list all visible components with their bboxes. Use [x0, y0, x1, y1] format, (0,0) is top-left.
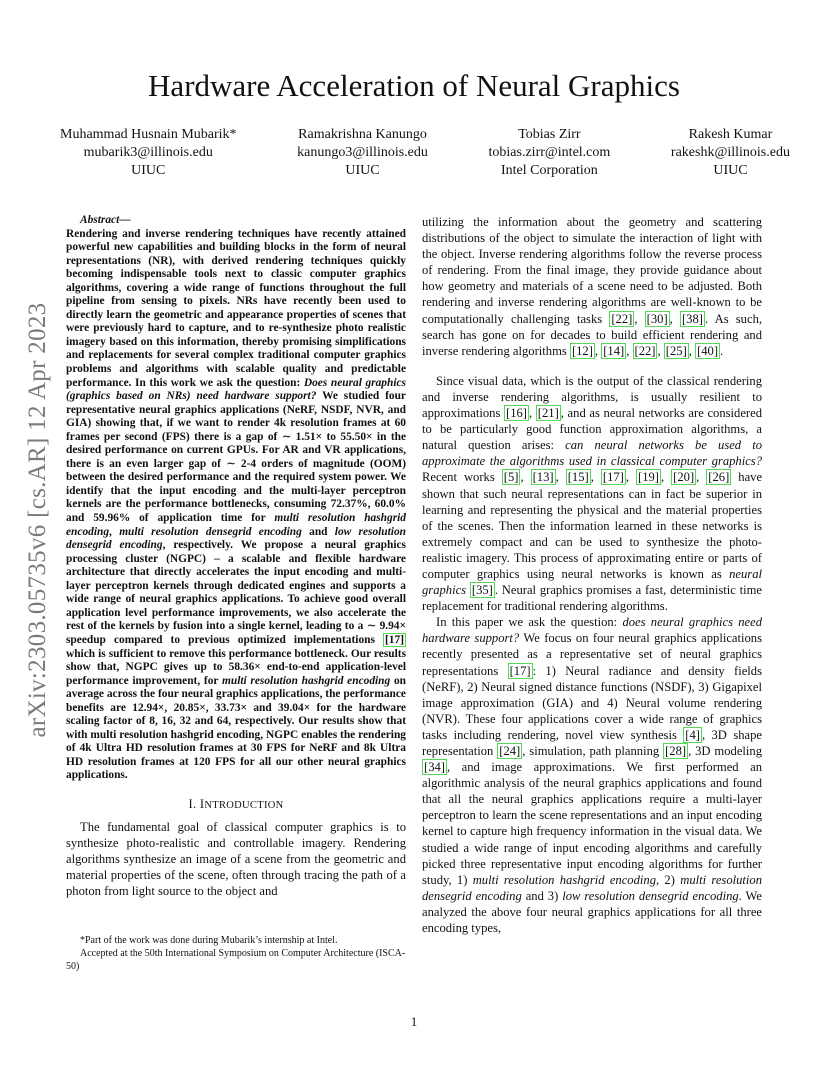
- citation-link[interactable]: [17]: [385, 633, 404, 646]
- research-question: Does neural graphics (graphics based on NRs) need hardware support?: [66, 376, 406, 403]
- author-email: tobias.zirr@intel.com: [488, 145, 611, 160]
- citation-link[interactable]: [25]: [665, 343, 687, 358]
- author-block: [60, 126, 790, 180]
- citation-link[interactable]: [38]: [681, 311, 703, 326]
- citation-link[interactable]: [19]: [638, 470, 659, 485]
- paragraph-rendering: utilizing the information about the geometry and scattering distributions of the object to simulate the interaction of light with the object. Inverse rendering algorithms follow the reverse process of rendering. From the final image, they provide guidance about how geometry and materials of a scene need to be adjusted. Both rendering and inverse rendering algorithms are well-known to be computationally challenging tasks [22] , [30] , [38] . As such, search has gone on for decades to build efficient rendering and inverse rendering algorithms [12] , [14] , [22] , [25] , [40] .: [422, 215, 763, 358]
- citation-link[interactable]: [35]: [471, 583, 493, 598]
- author-affiliation: Intel Corporation: [501, 163, 598, 178]
- abstract-label: Abstract—: [80, 214, 131, 226]
- citation-link[interactable]: [5]: [503, 470, 519, 485]
- citation-link[interactable]: [14]: [603, 343, 625, 358]
- citation-link[interactable]: [34]: [424, 760, 445, 775]
- paper-title: Hardware Acceleration of Neural Graphics: [148, 68, 680, 103]
- citation-link[interactable]: [21]: [537, 406, 559, 421]
- author-1: [60, 126, 237, 180]
- citation-link[interactable]: [40]: [697, 343, 719, 358]
- citation-link[interactable]: [13]: [532, 470, 554, 485]
- footnotes: [66, 934, 406, 973]
- citation-link[interactable]: [22]: [611, 311, 633, 326]
- intro-paragraph: The fundamental goal of classical computer graphics is to synthesize photo-realistic and controllable imagery. Rendering algorithms synthesize an image of a scene from the geometric and material properties of the scene, often through tracing the path of a photon from light source to the object and: [66, 820, 406, 899]
- left-column: [66, 214, 406, 900]
- abstract: Abstract— Rendering and inverse rendering techniques have recently attained powerful new capabilities and building blocks in the form of neural representations (NR), with derived rendering techniques quickly becoming indispensable tools next to classic computer graphics algorithms, covering a wide range of functions throughout the full pipeline from sensing to pixels. NRs have recently been used to directly learn the geometric and appearance properties of scenes that were previously hard to capture, and to re-synthesize photo realistic imagery based on this information, thereby promising simplifications and replacements for several complex traditional computer graphics problems and algorithms with scalable quality and predictable performance. In this work we ask the question: Does neural graphics (graphics based on NRs) need hardware support? We studied four representative neural graphics applications (NeRF, NSDF, NVR, and GIA) showing that, if we want to render 4k resolution frames at 60 frames per second (FPS) there is a gap of ∼ 1.51× to 55.50× in the desired performance on current GPUs. For AR and VR applications, there is an even larger gap of ∼ 2-4 orders of magnitude (OOM) between the desired performance and the required system power. We identify that the input encoding and the multi-layer perceptron kernels are the performance bottlenecks, consuming 72.37%, 60.0% and 59.96% of application time for multi resolution hashgrid encoding, multi resolution densegrid encoding and low resolution densegrid encoding, respectively. We propose a neural graphics processing cluster (NGPC) – a scalable and flexible hardware architecture that directly accelerates the input encoding and multi-layer perceptron kernels through dedicated engines and supports a wide range of neural graphics applications. To achieve good overall application level performance improvements, we also accelerate the rest of the kernels by fusion into a single kernel, leading to a ∼ 9.94× speedup compared to previous optimized implementations [17] which is sufficient to remove this performance bottleneck. Our results show that, NGPC gives up to 58.36× end-to-end application-level performance improvement, for multi resolution hashgrid encoding on average across the four neural graphics applications, the performance benefits are 12.94×, 20.85×, 33.73× and 39.04× for the hardware scaling factor of 8, 16, 32 and 64, respectively. Our results show that with multi resolution hashgrid encoding, NGPC enables the rendering of 4k Ultra HD resolution frames at 30 FPS for NeRF and 8k Ultra HD resolution frames at 120 FPS for all our other neural graphics applications.: [66, 214, 407, 782]
- footnote-acceptance: Accepted at the 50th International Symposium on Computer Architecture (ISCA-50): [66, 948, 406, 972]
- citation-link[interactable]: [26]: [708, 470, 730, 485]
- author-name: Muhammad Husnain Mubarik*: [60, 127, 237, 142]
- citation-link[interactable]: [30]: [646, 311, 668, 326]
- right-column: [422, 214, 762, 936]
- paragraph-question: In this paper we ask the question: does neural graphics need hardware support? We focus on four neural graphics applications recently presented as a representative set of neural graphics representations [17] : 1) Neural radiance and density fields (NeRF), 2) Neural signed distance functions (NSDF), 3) Gigapixel image approximation (GIA) and 4) Neural volume rendering (NVR). These four applications cover a wide range of graphics tasks including rendering, novel view synthesis [4] , 3D shape representation [24] , simulation, path planning [28] , 3D modeling [34] , and image approximations. We first performed an algorithmic analysis of the neural graphics applications and found that all the neural graphics applications require a multi-layer perceptron to learn the scene representations and an input encoding kernel to capture high frequency information in the visual data. We studied a wide range of input encoding algorithms and carefully picked three representative input encoding algorithms for further study, 1) multi resolution hashgrid encoding, 2) multi resolution densegrid encoding and 3) low resolution densegrid encoding. We analyzed the above four neural graphics applications for all three encoding types,: [422, 615, 763, 936]
- citation-link[interactable]: [28]: [665, 744, 687, 758]
- citation-link[interactable]: [15]: [567, 470, 589, 485]
- citation-link[interactable]: [17]: [602, 470, 624, 485]
- author-name: Rakesh Kumar: [688, 127, 773, 142]
- author-affiliation: UIUC: [131, 163, 166, 178]
- author-email: kanungo3@illinois.edu: [297, 145, 428, 160]
- author-3: [489, 126, 611, 180]
- citation-link[interactable]: [17]: [509, 663, 531, 678]
- author-2: [297, 126, 428, 180]
- citation-link[interactable]: [16]: [506, 406, 527, 421]
- footnote-internship: *Part of the work was done during Mubarik’s internship at Intel.: [80, 935, 338, 946]
- citation-link[interactable]: [12]: [571, 343, 593, 358]
- author-name: Tobias Zirr: [518, 127, 581, 142]
- author-4: [671, 126, 790, 180]
- arxiv-id: arXiv:2303.05735v6 [cs.AR] 12 Apr 2023: [24, 302, 51, 738]
- arxiv-watermark: [20, 280, 56, 760]
- author-affiliation: UIUC: [713, 163, 748, 178]
- citation-link[interactable]: [22]: [634, 343, 656, 358]
- citation-link[interactable]: [4]: [685, 727, 700, 742]
- paragraph-neural-graphics: Since visual data, which is the output of the classical rendering and inverse rendering algorithms, is usually resilient to approximations [16] , [21] , and as neural networks are considered to be particularly good function approximation algorithms, a natural question arises: can neural networks be used to approximate the algorithms used in classical computer graphics? Recent works [5] , [13] , [15] , [17] , [19] , [20] , [26] have shown that such neural representations can in fact be superior in learning and representing the physical and the material properties of the scenes. Then the information learned in these networks is extremely compact and can be used to synthesize the photo-realistic imagery. This process of approximating entire or parts of computer graphics using neural networks is known as neural graphics [35] . Neural graphics promises a fast, deterministic time replacement for traditional rendering algorithms.: [422, 373, 763, 614]
- author-name: Ramakrishna Kanungo: [298, 127, 427, 142]
- author-email: mubarik3@illinois.edu: [83, 145, 213, 160]
- section-heading-introduction: I. INTRODUCTION: [188, 796, 284, 811]
- page-number: 1: [410, 1014, 418, 1029]
- author-email: rakeshk@illinois.edu: [670, 145, 790, 160]
- citation-link[interactable]: [24]: [499, 744, 521, 758]
- citation-link[interactable]: [20]: [673, 470, 695, 485]
- author-affiliation: UIUC: [345, 163, 380, 178]
